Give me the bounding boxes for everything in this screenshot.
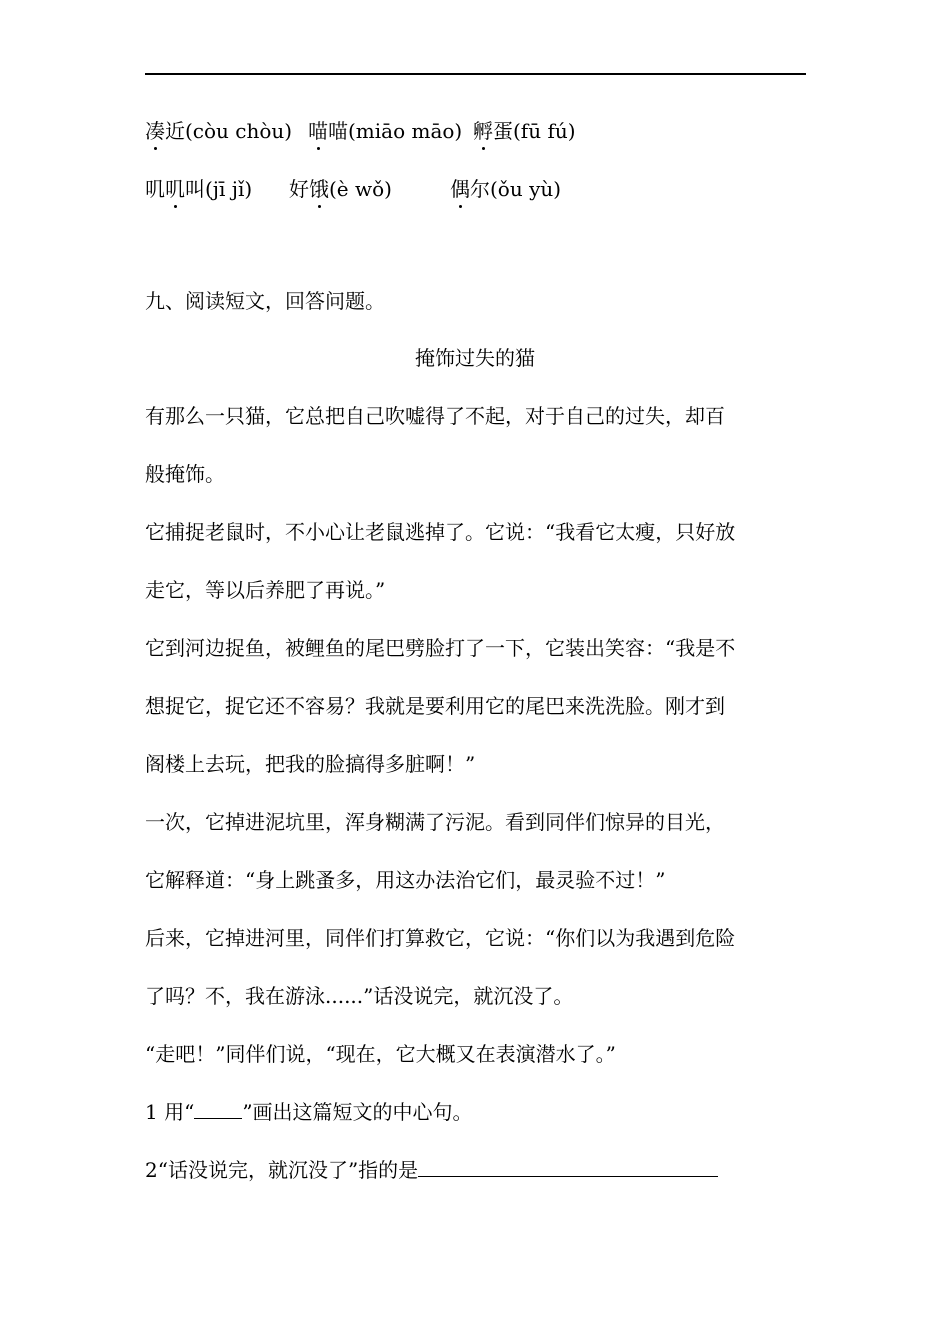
pinyin-item: 凑近(còu chòu) — [145, 119, 293, 143]
paragraph-line: 般掩饰。 — [145, 462, 225, 486]
dotted-char: 偶 — [450, 177, 470, 201]
pinyin-item: 喵喵(miāo māo) — [308, 119, 463, 143]
pinyin-item: 偶尔(ǒu yù) — [450, 177, 562, 201]
answer-blank-long — [418, 1158, 718, 1177]
question-2-text: 2“话没说完，就沉没了”指的是 — [145, 1158, 419, 1182]
paragraph-line: 想捉它，捉它还不容易？我就是要利用它的尾巴来洗洗脸。刚才到 — [145, 694, 725, 718]
paragraph-line: 了吗？不，我在游泳......”话没说完，就沉没了。 — [145, 984, 574, 1008]
dotted-char: 饿 — [309, 177, 329, 201]
paragraph-line: “走吧！”同伴们说，“现在，它大概又在表演潜水了。” — [145, 1042, 616, 1066]
question-1-suffix: ”画出这篇短文的中心句。 — [242, 1100, 473, 1124]
paragraph-line: 走它，等以后养肥了再说。” — [145, 578, 386, 602]
dotted-char: 孵 — [473, 119, 493, 143]
paragraph-line: 它捕捉老鼠时，不小心让老鼠逃掉了。它说：“我看它太瘦，只好放 — [145, 520, 736, 544]
question-1 — [145, 1100, 473, 1124]
top-rule — [145, 73, 806, 75]
answer-blank-short — [194, 1100, 242, 1119]
dotted-char: 凑 — [145, 119, 165, 143]
dotted-char: 喵 — [308, 119, 328, 143]
story-title: 掩饰过失的猫 — [415, 346, 535, 370]
question-2 — [145, 1158, 718, 1182]
paragraph-line: 有那么一只猫，它总把自己吹嘘得了不起，对于自己的过失，却百 — [145, 404, 725, 428]
pinyin-item: 叽叽叫(jī jǐ) — [145, 177, 253, 201]
paragraph-line: 阁楼上去玩，把我的脸搞得多脏啊！” — [145, 752, 476, 776]
pinyin-item: 孵蛋(fū fú) — [473, 119, 576, 143]
question-1-prefix: 1 用“ — [145, 1100, 195, 1124]
paragraph-line: 它解释道：“身上跳蚤多，用这办法治它们，最灵验不过！” — [145, 868, 666, 892]
dotted-char: 叽 — [165, 177, 185, 201]
paragraph-line: 一次，它掉进泥坑里，浑身糊满了污泥。看到同伴们惊异的目光， — [145, 810, 725, 834]
paragraph-line: 它到河边捉鱼，被鲤鱼的尾巴劈脸打了一下，它装出笑容：“我是不 — [145, 636, 736, 660]
paragraph-line: 后来，它掉进河里，同伴们打算救它，它说：“你们以为我遇到危险 — [145, 926, 736, 950]
section-heading: 九、阅读短文，回答问题。 — [145, 289, 385, 313]
pinyin-item: 好饿(è wǒ) — [289, 177, 392, 201]
